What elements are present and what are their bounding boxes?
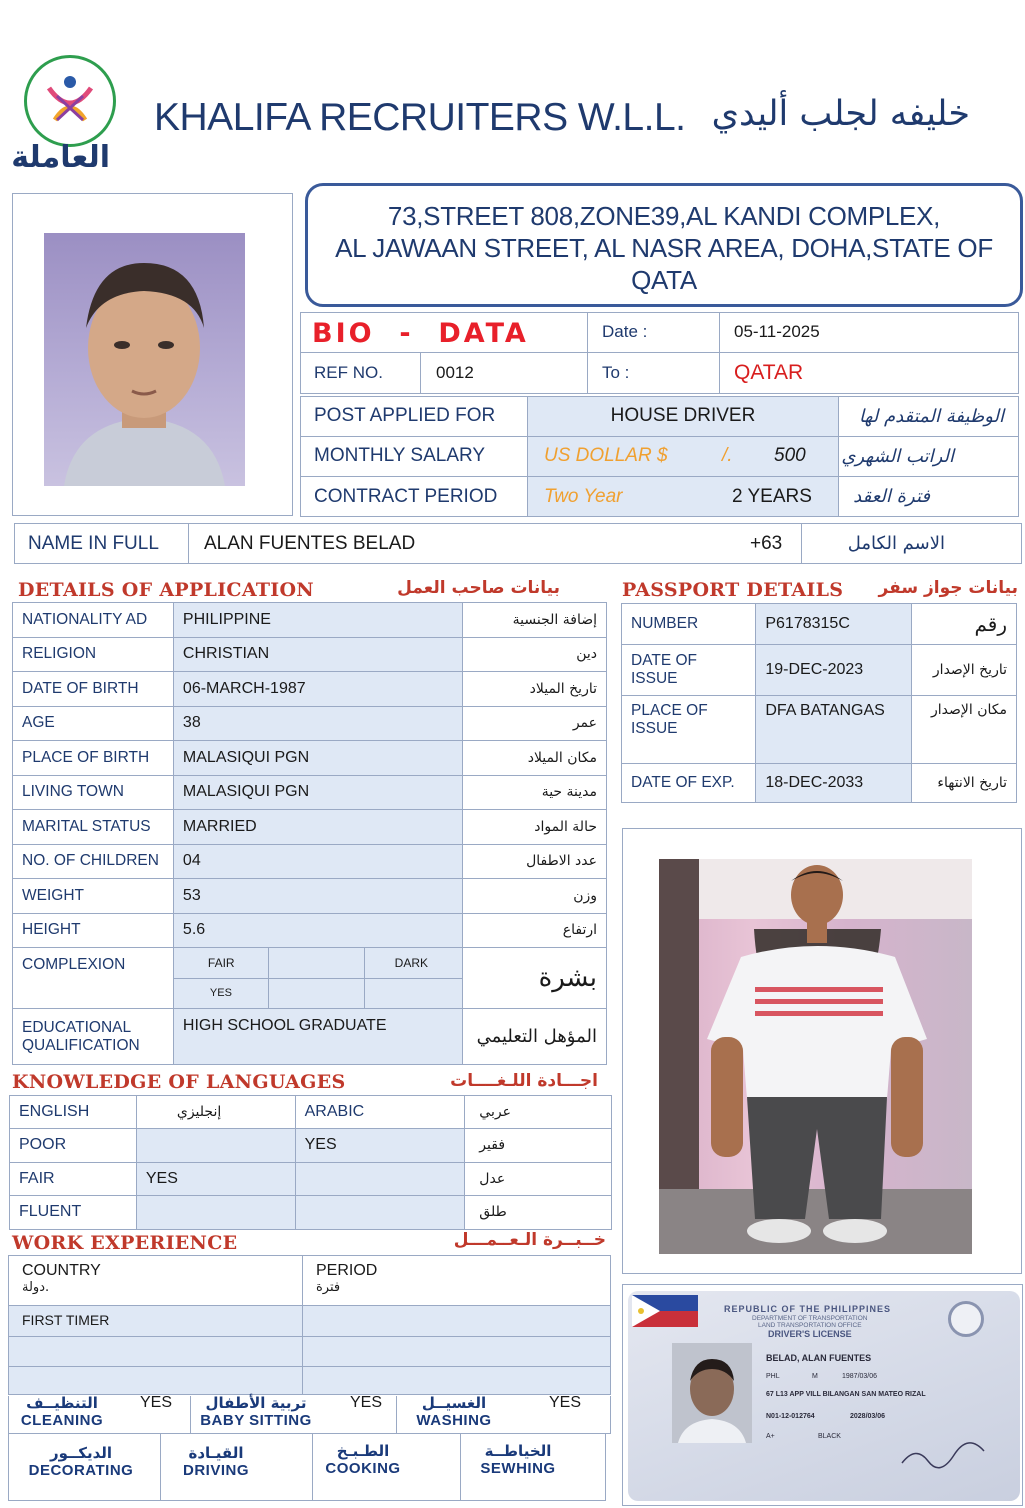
lang-arabic-header: ARABIC	[295, 1096, 465, 1129]
license-eyes: BLACK	[818, 1433, 841, 1440]
application-row	[13, 879, 607, 914]
skill-baby-sitting: تربية الأطفال BABY SITTING	[200, 1394, 312, 1429]
address-line-2: AL JAWAAN STREET, AL NASR AREA, DOHA,STATE OF	[335, 233, 993, 263]
license-number: N01-12-012764	[766, 1413, 815, 1420]
ref-no-value: 0012	[436, 363, 474, 382]
application-label-arabic: حالة المواد	[463, 810, 607, 845]
passport-label-arabic: مكان الإصدار	[912, 696, 1017, 764]
complexion-label-arabic: بشرة	[463, 948, 607, 1009]
license-seal	[948, 1301, 984, 1337]
lang-arabic-header-arabic: عربي	[465, 1096, 612, 1129]
application-row	[13, 637, 607, 672]
company-name-arabic: خليفه لجلب أليدي	[711, 94, 970, 134]
address-line-1: 73,STREET 808,ZONE39,AL KANDI COMPLEX,	[387, 201, 941, 231]
post-applied-label: POST APPLIED FOR	[314, 405, 496, 426]
application-label: PLACE OF BIRTH	[13, 741, 174, 776]
application-label-arabic: تاريخ الميلاد	[463, 672, 607, 707]
bio-data-title: BIO - DATA	[312, 318, 529, 349]
complexion-row	[13, 948, 607, 1009]
license-expiry: 2028/03/06	[850, 1413, 886, 1420]
skill-sewing: الخياطــة SEWHING	[480, 1442, 556, 1477]
application-value: MALASIQUI PGN	[173, 741, 462, 776]
license-republic: REPUBLIC OF THE PHILIPPINES	[724, 1304, 892, 1314]
languages-section-title: KNOWLEDGE OF LANGUAGES	[12, 1071, 346, 1093]
passport-table	[621, 603, 1017, 803]
period-label-arabic: فترة	[316, 1280, 341, 1295]
application-row	[13, 706, 607, 741]
passport-row	[622, 764, 1017, 803]
salary-currency: US DOLLAR $	[544, 445, 668, 466]
application-value: MARRIED	[173, 810, 462, 845]
license-blood: A+	[766, 1433, 775, 1440]
philippine-flag-icon	[632, 1295, 698, 1327]
language-level: FAIR	[10, 1162, 137, 1196]
application-value: 04	[173, 844, 462, 879]
passport-section-title-arabic: بيانات جواز سفر	[878, 578, 1018, 598]
passport-label: DATE OF EXP.	[622, 764, 756, 803]
language-row	[10, 1162, 612, 1196]
passport-label-arabic: تاريخ الانتهاء	[912, 764, 1017, 803]
application-value: CHRISTIAN	[173, 637, 462, 672]
application-row	[13, 844, 607, 879]
skill-cooking: الطـبـخ COOKING	[325, 1442, 401, 1477]
application-row	[13, 672, 607, 707]
skill-decorating: الديكــور DECORATING	[28, 1444, 134, 1479]
application-row	[13, 603, 607, 638]
license-signature	[898, 1441, 988, 1471]
address-line-3: QATA	[631, 265, 697, 295]
license-dept: DEPARTMENT OF TRANSPORTATION	[752, 1315, 868, 1322]
application-label: NO. OF CHILDREN	[13, 844, 174, 879]
application-value: 38	[173, 706, 462, 741]
contract-period-label: CONTRACT PERIOD	[314, 485, 498, 507]
application-label-arabic: مكان الميلاد	[463, 741, 607, 776]
post-applied-value: HOUSE DRIVER	[610, 405, 756, 426]
language-row	[10, 1129, 612, 1163]
complexion-options	[173, 948, 462, 1009]
license-dob: 1987/03/06	[842, 1373, 878, 1380]
license-sex: M	[812, 1373, 818, 1380]
languages-table	[9, 1095, 612, 1230]
monthly-salary-label: MONTHLY SALARY	[314, 445, 486, 466]
application-label: LIVING TOWN	[13, 775, 174, 810]
complexion-fair: FAIR	[174, 948, 268, 978]
skill-washing-value: YES	[549, 1394, 582, 1411]
license-address: 67 L13 APP VILL BILANGAN SAN MATEO RIZAL	[766, 1391, 926, 1398]
license-office: LAND TRANSPORTATION OFFICE	[758, 1322, 862, 1329]
language-arabic-value	[295, 1196, 465, 1230]
country-header	[22, 1262, 101, 1296]
languages-section-title-arabic: اجـــادة اللـغــــات	[450, 1071, 598, 1091]
passport-label-arabic: تاريخ الإصدار	[912, 645, 1017, 696]
work-section-title: WORK EXPERIENCE	[12, 1232, 238, 1254]
company-name: KHALIFA RECRUITERS W.L.L.	[154, 96, 686, 139]
full-body-photo	[659, 859, 972, 1254]
work-section-title-arabic: خــبــرة الـعــمـــل	[453, 1230, 606, 1250]
language-arabic-value	[295, 1162, 465, 1196]
application-label-arabic: دين	[463, 637, 607, 672]
date-value: 05-11-2025	[734, 322, 820, 341]
education-row	[13, 1009, 607, 1065]
application-label: WEIGHT	[13, 879, 174, 914]
skill-driving: القيـادة DRIVING	[182, 1444, 249, 1479]
license-photo	[672, 1343, 752, 1443]
passport-value: DFA BATANGAS	[756, 696, 912, 764]
to-value: QATAR	[734, 361, 804, 384]
application-label-arabic: وزن	[463, 879, 607, 914]
language-level-arabic: طلق	[465, 1196, 612, 1230]
monthly-salary-arabic: الراتب الشهري	[841, 445, 954, 467]
application-value: 5.6	[173, 913, 462, 948]
application-row	[13, 741, 607, 776]
to-label: To :	[602, 363, 630, 382]
phone-code: +63	[750, 532, 783, 554]
application-value: 06-MARCH-1987	[173, 672, 462, 707]
application-label: MARITAL STATUS	[13, 810, 174, 845]
education-label: EDUCATIONAL QUALIFICATION	[13, 1009, 174, 1065]
application-label: NATIONALITY AD	[13, 603, 174, 638]
skill-baby-sitting-value: YES	[350, 1394, 383, 1411]
lang-english-header-arabic: إنجليزي	[136, 1096, 295, 1129]
languages-header-row	[10, 1096, 612, 1129]
contract-hint: Two Year	[544, 485, 623, 507]
portrait-photo	[44, 233, 245, 486]
name-value: ALAN FUENTES BELAD	[204, 532, 416, 554]
language-level-arabic: عدل	[465, 1162, 612, 1196]
application-table	[12, 602, 607, 1065]
application-label-arabic: ارتفاع	[463, 913, 607, 948]
application-row	[13, 775, 607, 810]
name-label-arabic: الاسم الكامل	[847, 533, 945, 554]
address-box	[305, 183, 1023, 307]
lang-english-header: ENGLISH	[10, 1096, 137, 1129]
drivers-license-card	[628, 1291, 1020, 1501]
application-label-arabic: عدد الاطفال	[463, 844, 607, 879]
application-label: RELIGION	[13, 637, 174, 672]
application-section-title-arabic: بيانات صاحب العمل	[397, 578, 560, 598]
license-card-title: DRIVER'S LICENSE	[768, 1329, 852, 1339]
ref-no-label: REF NO.	[314, 363, 383, 382]
logo-arabic-text: العاملة	[11, 140, 110, 175]
language-arabic-value: YES	[295, 1129, 465, 1163]
language-english-value: YES	[136, 1162, 295, 1196]
contract-period-arabic: فترة العقد	[853, 486, 930, 507]
name-label: NAME IN FULL	[28, 532, 159, 554]
language-level: FLUENT	[10, 1196, 137, 1230]
application-section-title: DETAILS OF APPLICATION	[18, 579, 314, 601]
passport-value: 18-DEC-2033	[756, 764, 912, 803]
post-applied-arabic: الوظيفة المتقدم لها	[858, 405, 1004, 427]
passport-value: P6178315C	[756, 604, 912, 645]
logo-figure-icon	[27, 58, 113, 144]
skill-cleaning-value: YES	[140, 1394, 173, 1411]
passport-label: PLACE OF ISSUE	[622, 696, 756, 764]
country-label: COUNTRY	[22, 1262, 101, 1279]
passport-row	[622, 645, 1017, 696]
language-level: POOR	[10, 1129, 137, 1163]
license-name: BELAD, ALAN FUENTES	[766, 1353, 872, 1363]
education-label-arabic: المؤهل التعليمي	[463, 1009, 607, 1065]
complexion-label: COMPLEXION	[13, 948, 174, 1009]
salary-separator: /.	[722, 445, 733, 466]
application-label-arabic: مدينة حية	[463, 775, 607, 810]
application-value: 53	[173, 879, 462, 914]
period-label: PERIOD	[316, 1262, 378, 1279]
language-row	[10, 1196, 612, 1230]
first-timer-cell: FIRST TIMER	[22, 1312, 110, 1328]
application-value: PHILIPPINE	[173, 603, 462, 638]
application-row	[13, 913, 607, 948]
passport-section-title: PASSPORT DETAILS	[622, 579, 844, 601]
company-logo	[24, 55, 116, 147]
skill-washing: الغسيــل WASHING	[416, 1394, 492, 1429]
salary-value: 500	[774, 445, 806, 466]
complexion-fair-yes: YES	[174, 978, 268, 1008]
language-english-value	[136, 1196, 295, 1230]
passport-label: DATE OF ISSUE	[622, 645, 756, 696]
application-label: AGE	[13, 706, 174, 741]
application-label-arabic: عمر	[463, 706, 607, 741]
passport-row	[622, 696, 1017, 764]
license-nationality: PHL	[766, 1373, 780, 1380]
education-value: HIGH SCHOOL GRADUATE	[173, 1009, 462, 1065]
passport-label: NUMBER	[622, 604, 756, 645]
date-label: Date :	[602, 322, 648, 341]
language-level-arabic: فقير	[465, 1129, 612, 1163]
application-label-arabic: إضافة الجنسية	[463, 603, 607, 638]
passport-label-arabic: رقم	[912, 604, 1017, 645]
complexion-dark: DARK	[364, 948, 462, 978]
application-value: MALASIQUI PGN	[173, 775, 462, 810]
language-english-value	[136, 1129, 295, 1163]
period-header	[316, 1262, 377, 1296]
passport-value: 19-DEC-2023	[756, 645, 912, 696]
application-label: HEIGHT	[13, 913, 174, 948]
contract-value: 2 YEARS	[732, 485, 812, 507]
application-row	[13, 810, 607, 845]
country-label-arabic: دولة.	[22, 1280, 50, 1295]
passport-row	[622, 604, 1017, 645]
skill-cleaning: التنظيــف CLEANING	[20, 1394, 104, 1429]
application-label: DATE OF BIRTH	[13, 672, 174, 707]
